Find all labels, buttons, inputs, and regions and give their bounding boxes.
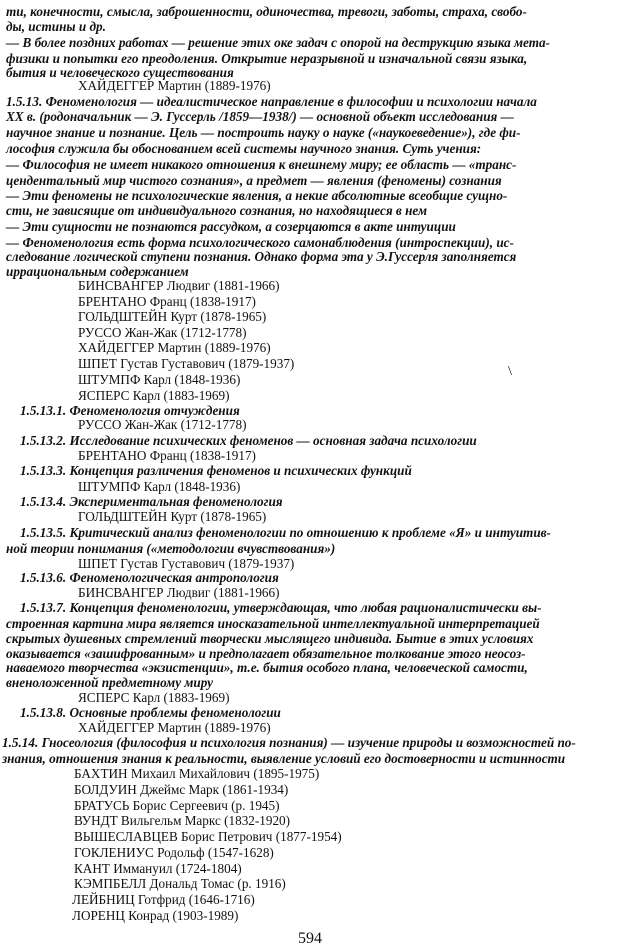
stray-mark: \ — [508, 364, 512, 379]
author-entry: БРЕНТАНО Франц (1838-1917) — [78, 448, 256, 463]
author-entry: ШПЕТ Густав Густавович (1879-1937) — [78, 556, 295, 571]
text-line: 1.5.13. Феноменология — идеалистическое направление в философии и психологии начала — [6, 94, 537, 109]
author-entry: ГОЛЬДШТЕЙН Курт (1878-1965) — [78, 309, 267, 324]
text-line: наваемого творчества «экзистенции», т.е. бытия особого плана, человеческой самости, — [6, 660, 528, 675]
text-line: следование логической ступени познания. Однако форма эта у Э.Гуссерля заполняется — [6, 249, 517, 264]
text-line: — Феноменология есть форма психологического самонаблюдения (интроспекции), ис- — [6, 235, 514, 250]
author-entry: БИНСВАНГЕР Людвиг (1881-1966) — [78, 278, 280, 293]
text-line: строенная картина мира является иносказательной интеллектуальной интерпретацией — [6, 616, 540, 631]
author-entry: БАХТИН Михаил Михайлович (1895-1975) — [74, 766, 320, 781]
author-entry: РУССО Жан-Жак (1712-1778) — [78, 417, 247, 432]
text-line: 1.5.13.7. Концепция феноменологии, утверждающая, что любая рационалистически вы- — [20, 600, 542, 615]
author-entry: БОЛДУИН Джеймс Марк (1861-1934) — [74, 782, 289, 797]
author-entry: ЯСПЕРС Карл (1883-1969) — [78, 690, 230, 705]
author-entry: ШПЕТ Густав Густавович (1879-1937) — [78, 356, 295, 371]
text-line: знания, отношения знания к реальности, выявление условий его достоверности и истинности — [2, 751, 566, 766]
text-line: научное знание и познание. Цель — построить науку о науке («наукоеведение»), где фи- — [6, 125, 521, 140]
author-entry: ШТУМПФ Карл (1848-1936) — [78, 479, 241, 494]
text-line: XX в. (родоначальник — Э. Гуссерль /1859—1938/) — основной объект исследования — — [6, 109, 514, 124]
author-entry: КАНТ Иммануил (1724-1804) — [74, 861, 242, 876]
text-line: 1.5.13.1. Феноменология отчуждения — [20, 403, 240, 418]
author-entry: ЛОРЕНЦ Конрад (1903-1989) — [72, 908, 239, 923]
text-line: ти, конечности, смысла, заброшенности, одиночества, тревоги, заботы, страха, свобо- — [6, 4, 527, 19]
text-line: — Философия не имеет никакого отношения к внешнему миру; ее область — «транс- — [6, 157, 517, 172]
author-entry: БРАТУСЬ Борис Сергеевич (р. 1945) — [74, 798, 280, 813]
author-entry: ШТУМПФ Карл (1848-1936) — [78, 372, 241, 387]
text-line: — Эти феномены не психологические явления, а некие абсолютные всеобщие сущно- — [6, 188, 508, 203]
text-line: лософия служила бы обоснованием всей системы научного знания. Суть учения: — [6, 141, 482, 156]
author-entry: ЯСПЕРС Карл (1883-1969) — [78, 388, 230, 403]
text-line: 1.5.13.8. Основные проблемы феноменологии — [20, 705, 281, 720]
text-line: скрытых душевных стремлений творчески мыслящего индивида. Бытие в этих условиях — [6, 631, 534, 646]
text-line: 1.5.13.4. Экспериментальная феноменология — [20, 494, 283, 509]
author-entry: РУССО Жан-Жак (1712-1778) — [78, 325, 247, 340]
text-line: ной теории понимания («методологии вчувствования») — [6, 541, 336, 556]
text-line: оказывается «зашифрованным» и предполагает обязательное толкование этого неосоз- — [6, 646, 526, 661]
text-line: 1.5.13.5. Критический анализ феноменологии по отношению к проблеме «Я» и интуитив- — [20, 525, 551, 540]
page-number: 594 — [298, 930, 322, 947]
text-line: вненоложенной предметному миру — [6, 675, 213, 690]
text-line: цендентальный мир чистого сознания», а предмет — явления (феномены) сознания — [6, 173, 502, 188]
author-entry: ЛЕЙБНИЦ Готфрид (1646-1716) — [72, 892, 255, 907]
text-line: иррациональным содержанием — [6, 264, 189, 279]
text-line: — В более поздних работах — решение этих оке задач с опорой на деструкцию языка мета- — [6, 35, 550, 50]
text-line: 1.5.14. Гносеология (философия и психология познания) — изучение природы и возможностей по- — [2, 735, 576, 750]
text-line: 1.5.13.2. Исследование психических феноменов — основная задача психологии — [20, 433, 477, 448]
author-entry: ГОЛЬДШТЕЙН Курт (1878-1965) — [78, 509, 267, 524]
text-line: 1.5.13.6. Феноменологическая антропология — [20, 570, 279, 585]
author-entry: ХАЙДЕГГЕР Мартин (1889-1976) — [78, 78, 271, 93]
author-entry: КЭМПБЕЛЛ Дональд Томас (р. 1916) — [74, 876, 286, 891]
author-entry: ВЫШЕСЛАВЦЕВ Борис Петрович (1877-1954) — [74, 829, 342, 844]
author-entry: БРЕНТАНО Франц (1838-1917) — [78, 294, 256, 309]
text-line: сти, не зависящие от индивидуального сознания, но находящиеся в нем — [6, 203, 427, 218]
text-line: бытия и человеческого существования — [6, 65, 234, 80]
text-line: физики и попытки его преодоления. Открытие неразрывной и изначальной связи языка, — [6, 51, 528, 66]
author-entry: ХАЙДЕГГЕР Мартин (1889-1976) — [78, 340, 271, 355]
author-entry: ГОКЛЕНИУС Родольф (1547-1628) — [74, 845, 274, 860]
author-entry: ХАЙДЕГГЕР Мартин (1889-1976) — [78, 720, 271, 735]
author-entry: ВУНДТ Вильгельм Маркс (1832-1920) — [74, 813, 291, 828]
text-line: ды, истины и др. — [6, 19, 106, 34]
text-line: — Эти сущности не познаются рассудком, а созерцаются в акте интуиции — [6, 219, 456, 234]
author-entry: БИНСВАНГЕР Людвиг (1881-1966) — [78, 585, 280, 600]
text-line: 1.5.13.3. Концепция различения феноменов и психических функций — [20, 463, 412, 478]
